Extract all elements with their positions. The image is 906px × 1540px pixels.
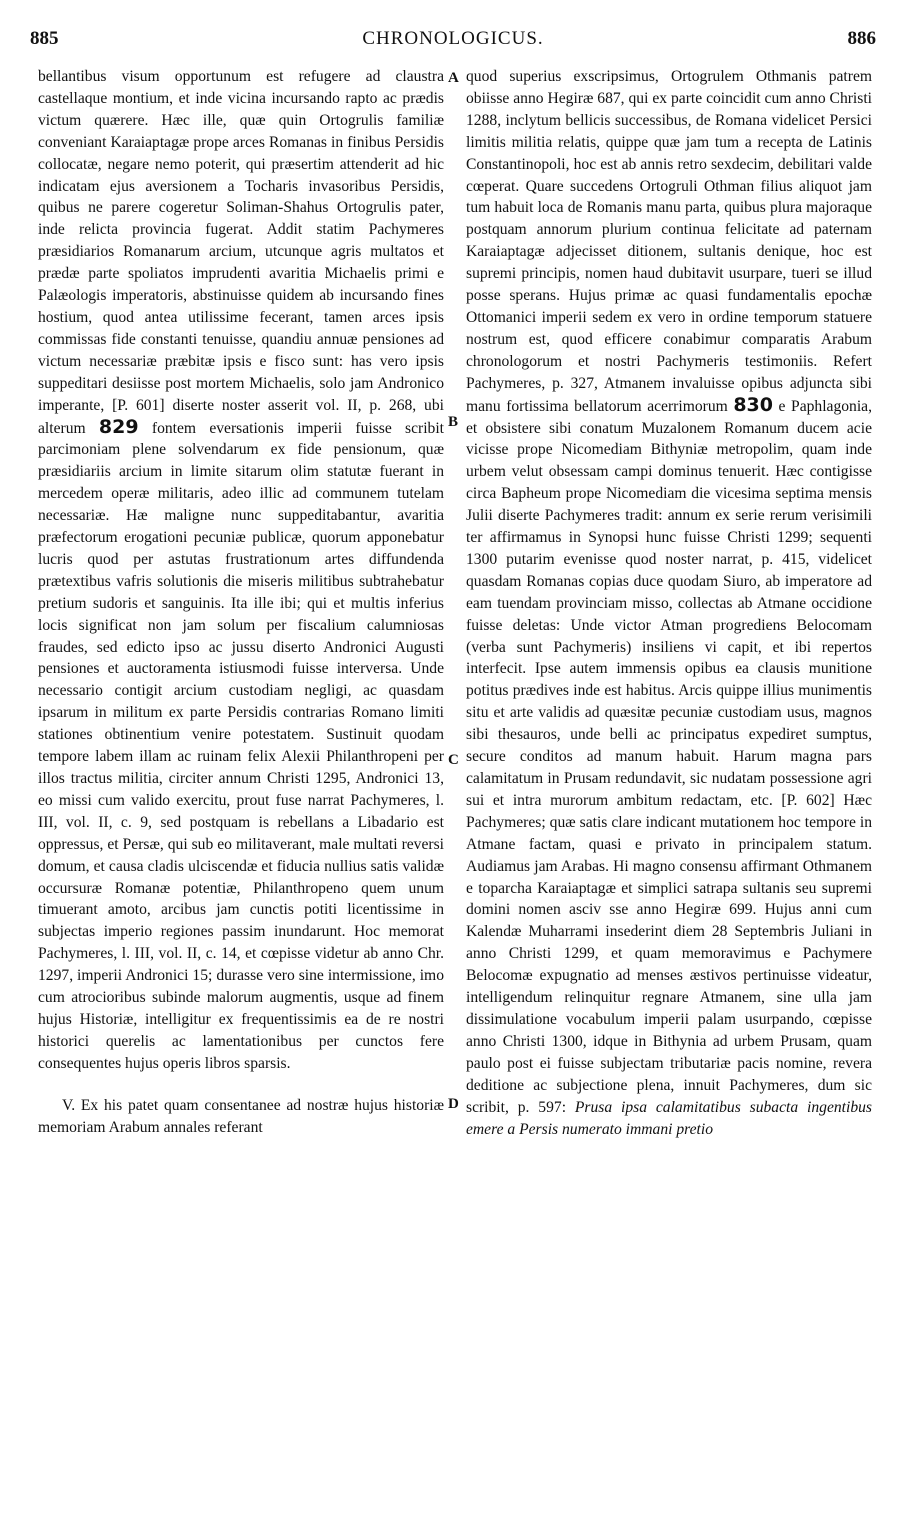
marginal-number-830: 830 — [733, 393, 773, 416]
margin-letter-a: A — [448, 70, 459, 86]
left-column — [38, 66, 444, 1139]
page-header — [30, 28, 876, 58]
right-text-quote: Prusa ipsa calamitatibus subacta ingentibus emere a Persis numerato immani pretio — [466, 1098, 872, 1138]
running-title: CHRONOLOGICUS. — [362, 28, 544, 49]
right-paragraph-1 — [466, 66, 872, 1140]
right-text-2: e Paphlagonia, et obsistere sibi conatum Muzalonem Romanum ducem acie vicisse prope Nicomediam Bithyniæ metropolim, quam inde urbem velut obsessam campi dominus tenuerit. Hæc contigisse circa Bapheum prope Nicomediam die vicesima septima mensis Julii diserte Pachymeres tradit: annum ex serie rerum verisimili ter affirmamus in Synopsi hunc fuisse Christi 1299; sequenti 1300 putarim evenisse quod noster narrat, p. 415, videlicet quasdam Romanas copias duce quodam Siuro, ab imperatore ad eam tuendam provinciam misso, collectas ab Atmane occidione fuisse deletas: Unde victor Atman progrediens Belocomam (verba sunt Pachymeris) insiliens vi capit, et ibi repertos interfecit. Ipse autem immensis opibus ea clausis munitione potitus prædives inde est habitus. Arcis quippe illius munimentis situ et arte validis ad quæsitæ pecuniæ custodiam usus, magnos sibi thesauros, unde belli ac principatus expediret sumptus, secure conditos ad manum habuit. Harum magna pars calamitatum in Prusam redundavit, sic nudatam possessione agri sui et intra murorum ambitum redactam, etc. [P. 602] Hæc Pachymeres; quæ satis clare indicant mutationem hoc tempore in Atmane factam, quasi e privato in principalem statum. Audiamus jam Arabas. Hi magno consensu affirmant Othmanem e toparcha Karaiaptagæ et simplici satrapa sultanis seu supremi domini nomen asciv sse anno Hegiræ 699. Hujus anni cum Kalendæ Muharrami insederint diem 28 Septembris Juliani in anno Christi 1299, et quam memoravimus e Pachymere Belocomæ expugnatio ad menses æstivos pertinuisse videatur, intelligendum relinquitur regnare Atmanem, sine ulla jam dissimulatione vocabulum imperii palam usurpando, cœpisse anno Christi 1300, idque in Bithynia ad urbem Prusam, quam paulo post ei fuisse subjectam tributariæ pacis nomine, revera deditione ac subjectione plena, innuit Pachymeres, dum sic scribit, p. 597: — [466, 397, 873, 1116]
margin-letter-d: D — [448, 1096, 459, 1112]
margin-letter-b: B — [448, 414, 459, 430]
marginal-number-829: 829 — [98, 415, 139, 438]
margin-letter-c: C — [448, 752, 459, 768]
page-number-right: 886 — [847, 28, 876, 49]
left-text-2: fontem eversationis imperii fuisse scribit parcimoniam plene solvendarum ex fide pensionum, quæ præsidiariis arcium in limite sitarum olim statutæ fuerant in mercedem operæ militaris, adeo illic ad communem tutelam necessariæ. Hæ maligne nunc suppeditabantur, avaritia præfectorum erogationi pecuniæ publicæ, quorum apponebatur lucris quod per astutas frustrationum artes diffundenda prætextibus vafris solutionis die miseris militibus subtrahebatur pretium sudoris et sanguinis. Ita ille ibi; qui et multis inferius locis significat non jam solum per fiscalium calumniosas fraudes, sed edicto ipso ac jussu diserto Andronici Augusti pensiones et auctoramenta istiusmodi fuisse interversa. Unde necessario contigit arcium custodiam negligi, ac quasdam ipsarum in militum ex parte Persidis contrarias Romano limiti stationes obtinentium venire potestatem. Sustinuit quodam tempore labem illam ac ruinam felix Alexii Philanthropeni per illos tractus militia, circiter annum Christi 1295, Andronici 13, eo missi cum valido exercitu, prout fuse narrat Pachymeres, l. III, vol. II, c. 9, sed postquam is rebellans a Libadario est oppressus, et Persæ, qui sub eo militaverant, male multati reversi domum, et causa cladis ulciscendæ et fiducia nullius satis validæ occursuræ Romanæ potentiæ, Philanthropeno quem unum timuerant amoto, arcibus jam cunctis potiti licentissime in subjectas imperio regiones passim inundarunt. Hoc memorat Pachymeres, l. III, vol. II, c. 14, et cœpisse videtur ab anno Chr. 1297, imperii Andronici 15; durasse vero sine intermissione, imo cum atrocioribus subinde malorum augmentis, usque ad finem hujus Historiæ, intelligitur ex frequentissimis ea de re nostri historici querelis ac lamentationibus per cunctos fere consequentes hujus operis libros sparsis. — [38, 419, 445, 1072]
left-paragraph-1 — [38, 66, 444, 1075]
section-v-paragraph: V. Ex his patet quam consentanee ad nostræ hujus historiæ memoriam Arabum annales referant — [38, 1096, 444, 1136]
right-column — [466, 66, 872, 1140]
page-number-left: 885 — [30, 28, 59, 49]
right-text-1: quod superius exscripsimus, Ortogrulem Othmanis patrem obiisse anno Hegiræ 687, qui ex parte coincidit cum anno Christi 1288, inclytum bellicis successibus, de Romana videlicet Persici limitis militia relatis, quippe quæ jam tum a recepta de Latinis Constantinopoli, hoc est ab annis retro sexdecim, debilitari valde cœperat. Quare succedens Ortogruli Othman filius aliquot jam tum habuit loca de Romanis manu parta, quibus plura majoraque postquam annorum plurium continua felicitate ad paternam Karaiaptagæ adjecisset ditionem, sultanis denique, hoc est supremi principis, nomen haud dubitavit usurpare, tueri se illud posse sperans. Hujus primæ ac quasi fundamentalis epochæ Ottomanici imperii sedem ex vero in ordine temporum statuere nostrum est, quod efficere conabimur comparatis Arabum chronologorum et nostri Pachymeris testimoniis. Refert Pachymeres, p. 327, Atmanem invaluisse opibus adjuncta sibi manu fortissima bellatorum acerrimorum — [466, 68, 872, 415]
left-text-1: bellantibus visum opportunum est refugere ad claustra castellaque montium, et inde vicina incursando rapto ac prædis victum quærere. Hæc ille, quæ quin Ortogrulis familiæ conveniant Karaiaptagæ prope arces Romanas in finibus Persidis collocatæ, negare nemo poterit, qui præsertim attenderit ad hic indicatam ejus aversionem a Tocharis invasoribus Persidis, quibus ne parere cogeretur Soliman-Shahus Ortogrulis pater, inde relicta provincia fugerat. Addit statim Pachymeres præsidiarios Romanarum arcium, utcunque agris multatos et prædæ parte spoliatos imprudenti avaritia Michaelis primi e Palæologis imperatoris, abstinuisse quidem ab incursando fines hostium, quod antea utilissime fecerant, tamen arces ipsis commissas fide constanti tenuisse, quandiu annuæ pensiones ad victum necessariæ præbitæ ipsis e fisco sunt: has vero ipsis suppeditari desiisse post mortem Michaelis, solo jam Andronico imperante, [P. 601] diserte noster asserit vol. II, p. 268, ubi alterum — [38, 68, 444, 437]
